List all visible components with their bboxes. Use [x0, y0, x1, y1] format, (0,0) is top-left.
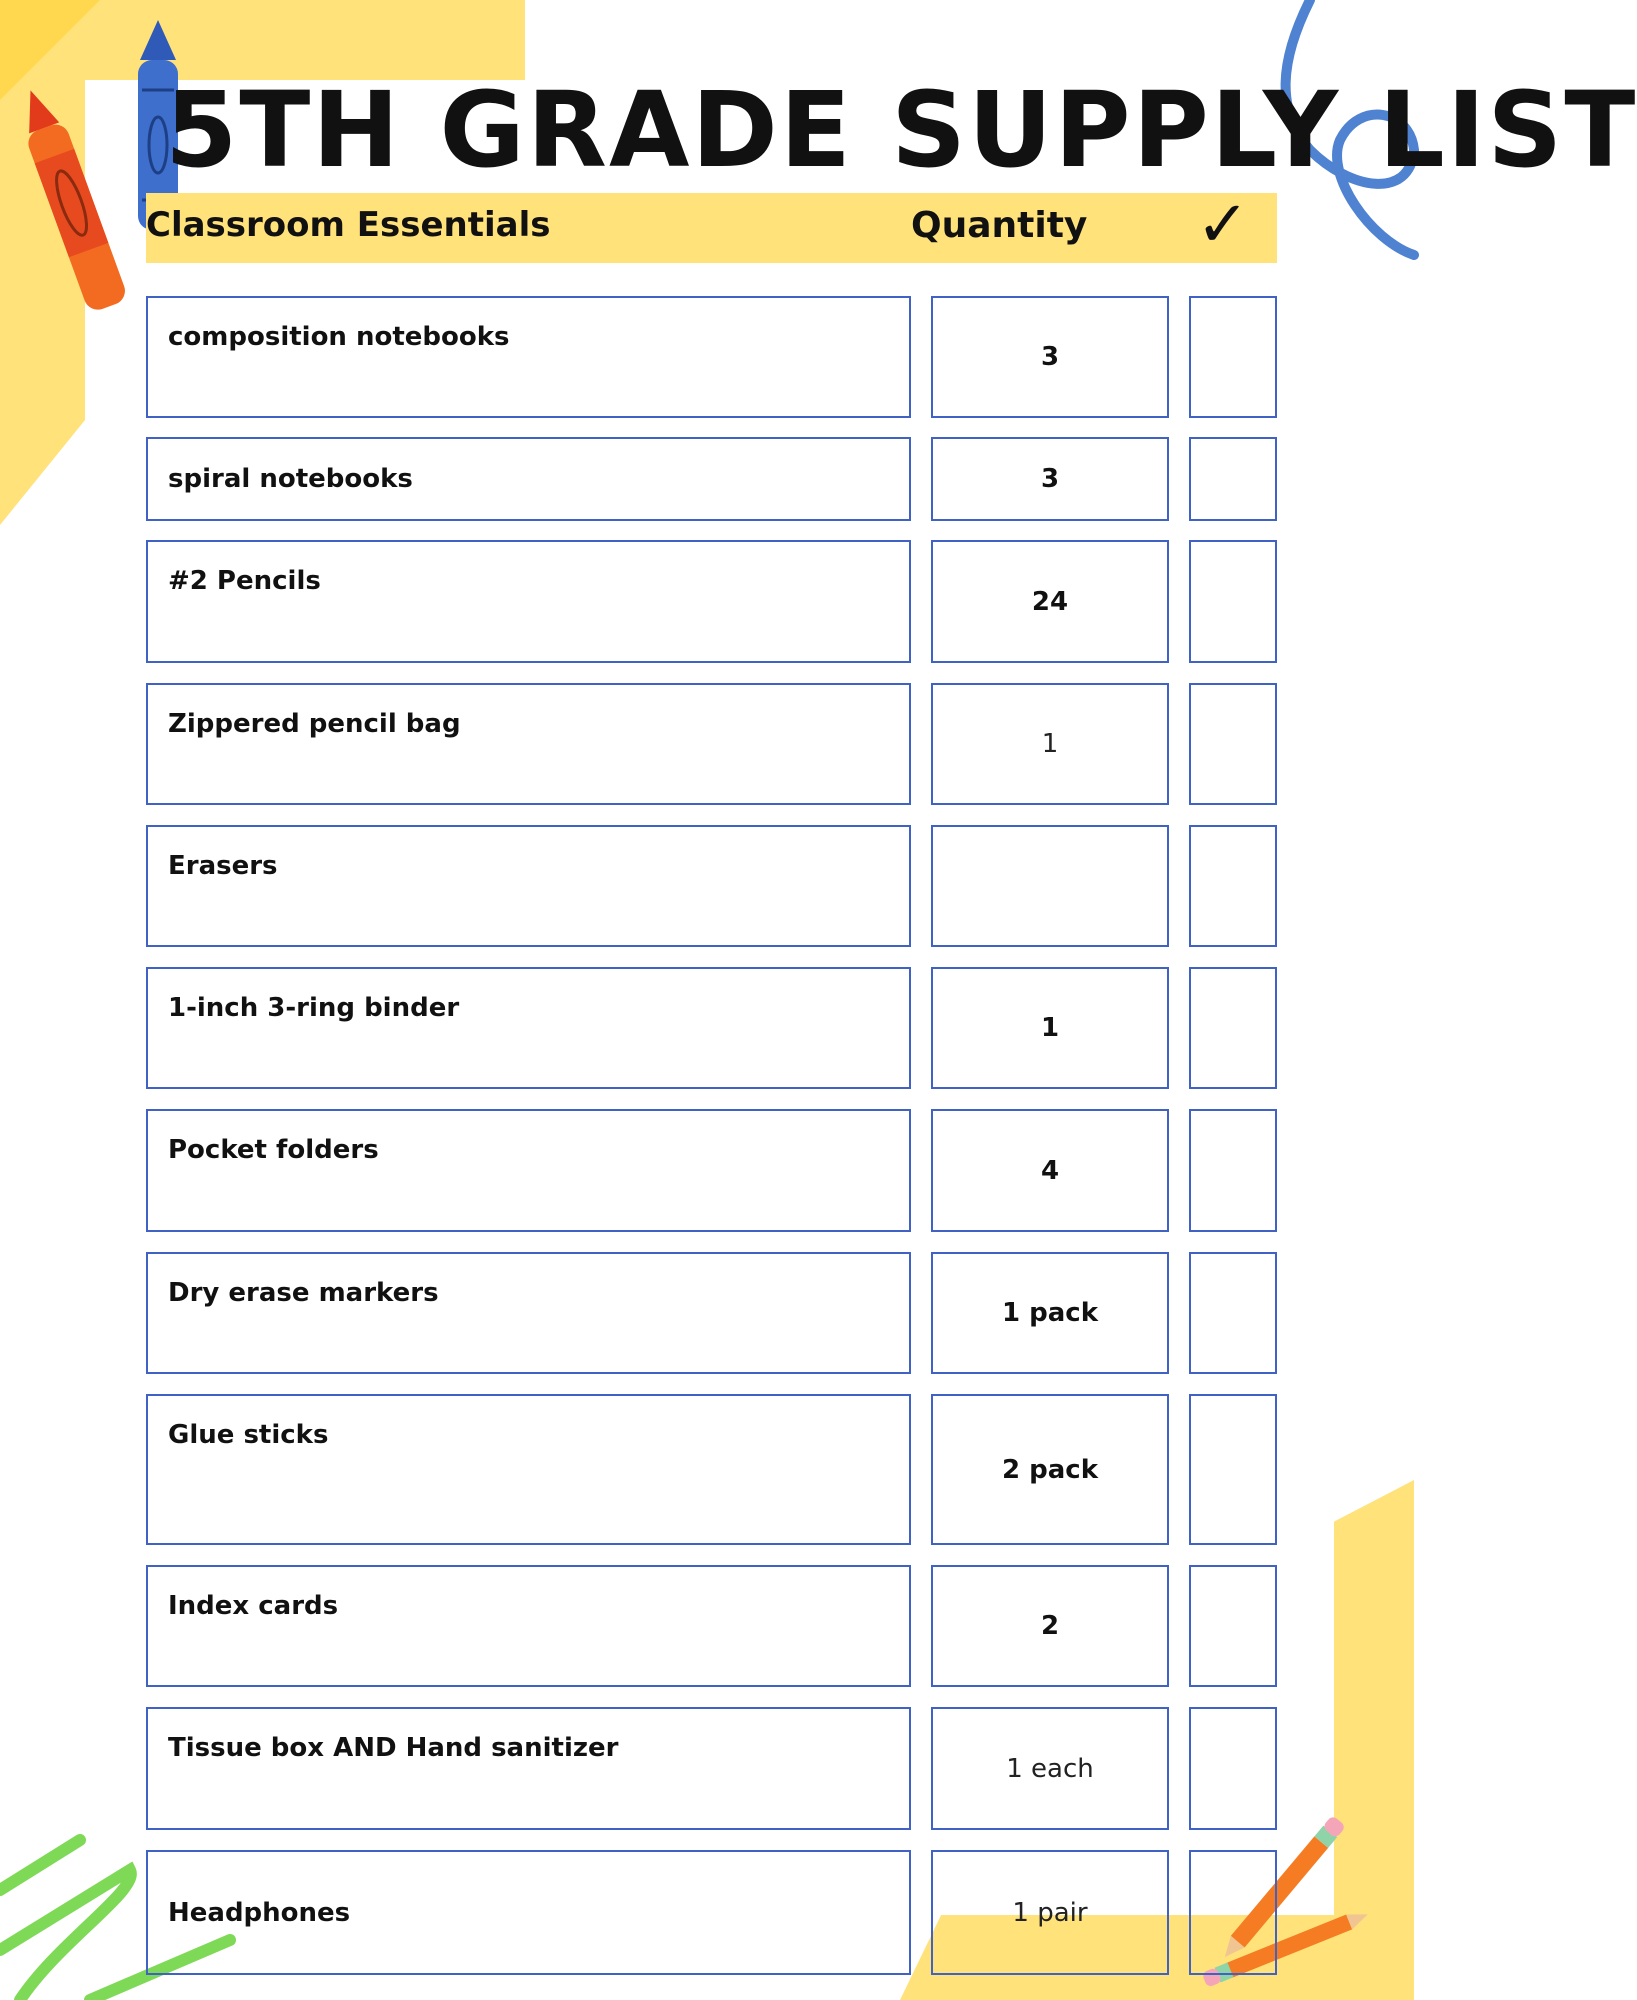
- quantity-cell: [931, 967, 1169, 1089]
- check-box[interactable]: [1189, 437, 1277, 521]
- check-box[interactable]: [1189, 1850, 1277, 1975]
- table-row: [146, 540, 1277, 663]
- item-name: Dry erase markers: [168, 1278, 439, 1308]
- check-box[interactable]: [1189, 825, 1277, 947]
- item-cell: [146, 683, 911, 805]
- quantity-cell: [931, 1565, 1169, 1687]
- quantity-cell: [931, 825, 1169, 947]
- check-box[interactable]: [1189, 967, 1277, 1089]
- table-row: [146, 683, 1277, 805]
- item-name: Tissue box AND Hand sanitizer: [168, 1733, 619, 1763]
- item-name: Zippered pencil bag: [168, 709, 461, 739]
- quantity-cell: [931, 1252, 1169, 1374]
- check-box[interactable]: [1189, 1394, 1277, 1545]
- item-cell: [146, 1850, 911, 1975]
- item-quantity: 3: [1040, 464, 1060, 494]
- item-quantity: 1 each: [1006, 1753, 1094, 1784]
- page-title: 5TH GRADE SUPPLY LIST: [165, 69, 1637, 191]
- table-row: [146, 1707, 1277, 1830]
- quantity-cell: [931, 1850, 1169, 1975]
- quantity-column-header: Quantity: [911, 205, 1088, 246]
- quantity-cell: [931, 1394, 1169, 1545]
- check-box[interactable]: [1189, 1252, 1277, 1374]
- quantity-cell: [931, 437, 1169, 521]
- item-cell: [146, 1109, 911, 1232]
- item-cell: [146, 1565, 911, 1687]
- item-name: Erasers: [168, 851, 278, 881]
- item-quantity: 2: [1040, 1611, 1060, 1641]
- item-name: #2 Pencils: [168, 566, 321, 596]
- item-cell: [146, 1707, 911, 1830]
- item-name: Headphones: [168, 1897, 351, 1928]
- item-cell: [146, 296, 911, 418]
- item-name: 1-inch 3-ring binder: [168, 993, 460, 1023]
- check-box[interactable]: [1189, 1707, 1277, 1830]
- item-cell: [146, 540, 911, 663]
- check-box[interactable]: [1189, 1109, 1277, 1232]
- check-box[interactable]: [1189, 1565, 1277, 1687]
- table-row: [146, 1252, 1277, 1374]
- table-row: [146, 967, 1277, 1089]
- item-name: composition notebooks: [168, 322, 510, 352]
- quantity-cell: [931, 683, 1169, 805]
- checkmark-icon: ✓: [1196, 188, 1250, 262]
- item-quantity: 1 pack: [1001, 1298, 1098, 1328]
- item-quantity: 1: [1041, 729, 1059, 759]
- item-cell: [146, 1394, 911, 1545]
- section-heading: Classroom Essentials: [146, 205, 551, 245]
- check-box[interactable]: [1189, 540, 1277, 663]
- quantity-cell: [931, 1109, 1169, 1232]
- quantity-cell: [931, 1707, 1169, 1830]
- quantity-cell: [931, 296, 1169, 418]
- table-row: [146, 1109, 1277, 1232]
- item-quantity: 2 pack: [1001, 1454, 1098, 1485]
- item-name: Index cards: [168, 1591, 339, 1621]
- table-row: [146, 296, 1277, 418]
- item-name: Glue sticks: [168, 1420, 329, 1450]
- item-name: Pocket folders: [168, 1135, 379, 1165]
- item-quantity: 4: [1040, 1155, 1060, 1186]
- table-row: [146, 1565, 1277, 1687]
- item-cell: [146, 967, 911, 1089]
- item-quantity: 1: [1040, 1013, 1060, 1043]
- table-row: [146, 1850, 1277, 1975]
- table-header: [146, 188, 1277, 263]
- item-cell: [146, 1252, 911, 1374]
- check-box[interactable]: [1189, 296, 1277, 418]
- check-box[interactable]: [1189, 683, 1277, 805]
- table-row: [146, 437, 1277, 521]
- table-row: [146, 825, 1277, 947]
- quantity-cell: [931, 540, 1169, 663]
- item-quantity: 3: [1040, 342, 1060, 372]
- item-cell: [146, 825, 911, 947]
- item-cell: [146, 437, 911, 521]
- item-name: spiral notebooks: [168, 464, 413, 494]
- item-quantity: 1 pair: [1012, 1897, 1088, 1928]
- table-row: [146, 1394, 1277, 1545]
- item-quantity: 24: [1031, 586, 1069, 617]
